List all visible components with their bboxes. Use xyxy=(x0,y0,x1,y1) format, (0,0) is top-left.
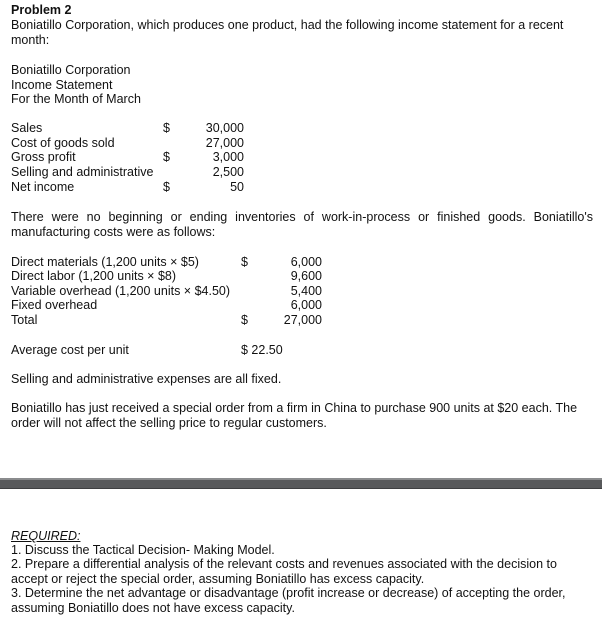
special-order-text: Boniatillo has just received a special order from a firm in China to purchase 900 units at $20 each. The order will not affect the selling price to regular customers. xyxy=(11,401,578,430)
cost-row-amount: 9,600 xyxy=(290,269,322,283)
cost-row-label: Direct materials (1,200 units × $5) xyxy=(11,255,199,269)
income-row-amount: 3,000 xyxy=(212,150,244,164)
average-cost-label: Average cost per unit xyxy=(11,343,129,357)
average-cost-value: $ 22.50 xyxy=(241,343,283,357)
income-row-amount: 27,000 xyxy=(205,136,244,150)
requirement-item-1: 1. Discuss the Tactical Decision- Making Model. xyxy=(11,543,275,557)
cost-row-label: Fixed overhead xyxy=(11,298,98,312)
cost-row-amount: 5,400 xyxy=(290,284,322,298)
income-row-label: Sales xyxy=(11,121,43,135)
income-row-label: Cost of goods sold xyxy=(11,136,115,150)
company-name: Boniatillo Corporation xyxy=(11,63,131,77)
income-row-dollar: $ xyxy=(163,121,170,135)
income-row-label: Net income xyxy=(11,180,75,194)
problem-title: Problem 2 xyxy=(11,3,72,17)
inventory-note: There were no beginning or ending inventories of work-in-process or finished goods. Boniatillo's manufacturing costs were as follows: xyxy=(11,210,593,239)
cost-row-label: Total xyxy=(11,313,38,327)
cost-row-amount: 27,000 xyxy=(283,313,322,327)
requirement-item-2: 2. Prepare a differential analysis of the relevant costs and revenues associated with the decision to accept or reject the special order, assuming Boniatillo has excess capacity. xyxy=(11,557,557,586)
statement-name: Income Statement xyxy=(11,78,113,92)
required-heading: REQUIRED: xyxy=(11,529,81,543)
cost-row-dollar: $ xyxy=(241,313,248,327)
statement-period: For the Month of March xyxy=(11,92,141,106)
income-row-dollar: $ xyxy=(163,180,170,194)
income-row-amount: 2,500 xyxy=(212,165,244,179)
income-row-label: Selling and administrative xyxy=(11,165,154,179)
income-row-amount: 50 xyxy=(230,180,244,194)
cost-row-amount: 6,000 xyxy=(290,255,322,269)
requirement-item-3: 3. Determine the net advantage or disadvantage (profit increase or decrease) of accepting the order, assuming Boniatillo does not have excess capacity. xyxy=(11,586,566,615)
cost-row-dollar: $ xyxy=(241,255,248,269)
cost-row-label: Direct labor (1,200 units × $8) xyxy=(11,269,177,283)
cost-row-amount: 6,000 xyxy=(290,298,322,312)
income-row-label: Gross profit xyxy=(11,150,76,164)
intro-text: Boniatillo Corporation, which produces one product, had the following income statement for a recent month: xyxy=(11,18,564,47)
fixed-expenses-note: Selling and administrative expenses are all fixed. xyxy=(11,372,282,386)
income-row-amount: 30,000 xyxy=(205,121,244,135)
panel-divider xyxy=(0,478,602,489)
cost-row-label: Variable overhead (1,200 units × $4.50) xyxy=(11,284,231,298)
income-row-dollar: $ xyxy=(163,150,170,164)
